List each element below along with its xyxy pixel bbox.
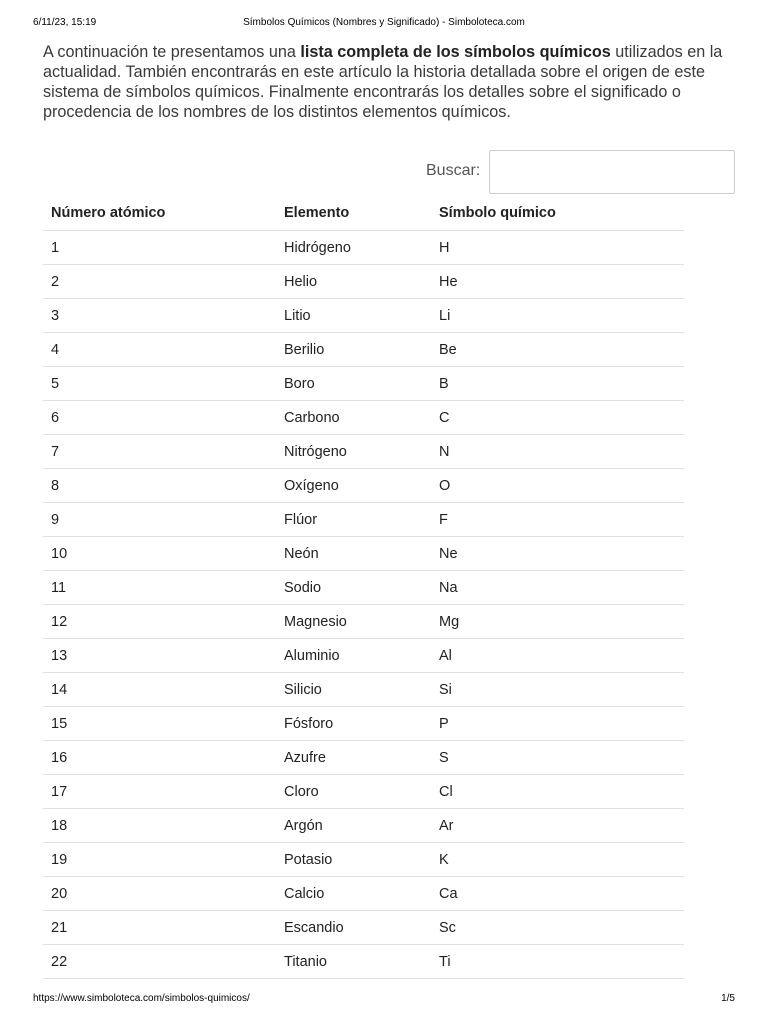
elements-table xyxy=(43,196,684,979)
atomic-number-cell: 13 xyxy=(43,639,276,673)
atomic-number-cell: 9 xyxy=(43,503,276,537)
element-name-cell: Cloro xyxy=(276,775,431,809)
table-row xyxy=(43,639,684,673)
atomic-number-cell: 12 xyxy=(43,605,276,639)
symbol-cell: S xyxy=(431,741,684,775)
search-label: Buscar: xyxy=(426,162,481,179)
element-name-cell: Sodio xyxy=(276,571,431,605)
print-page-title: Símbolos Químicos (Nombres y Significado) - Simboloteca.com xyxy=(243,17,525,28)
symbol-cell: Sc xyxy=(431,911,684,945)
table-row xyxy=(43,775,684,809)
table-row xyxy=(43,945,684,979)
symbol-cell: He xyxy=(431,265,684,299)
element-name-cell: Flúor xyxy=(276,503,431,537)
table-row xyxy=(43,911,684,945)
atomic-number-cell: 16 xyxy=(43,741,276,775)
atomic-number-cell: 7 xyxy=(43,435,276,469)
element-name-cell: Calcio xyxy=(276,877,431,911)
element-name-cell: Potasio xyxy=(276,843,431,877)
atomic-number-cell: 21 xyxy=(43,911,276,945)
symbol-cell: Ti xyxy=(431,945,684,979)
search-input[interactable] xyxy=(489,150,735,194)
table-row xyxy=(43,265,684,299)
table-row xyxy=(43,605,684,639)
table-row xyxy=(43,367,684,401)
element-name-cell: Magnesio xyxy=(276,605,431,639)
symbol-cell: Cl xyxy=(431,775,684,809)
atomic-number-cell: 14 xyxy=(43,673,276,707)
symbol-cell: B xyxy=(431,367,684,401)
element-name-cell: Silicio xyxy=(276,673,431,707)
table-row xyxy=(43,435,684,469)
atomic-number-cell: 20 xyxy=(43,877,276,911)
atomic-number-cell: 6 xyxy=(43,401,276,435)
atomic-number-cell: 3 xyxy=(43,299,276,333)
atomic-number-cell: 22 xyxy=(43,945,276,979)
table-row xyxy=(43,401,684,435)
table-row xyxy=(43,741,684,775)
element-name-cell: Azufre xyxy=(276,741,431,775)
table-row xyxy=(43,843,684,877)
print-datetime: 6/11/23, 15:19 xyxy=(33,17,97,28)
atomic-number-cell: 18 xyxy=(43,809,276,843)
intro-paragraph xyxy=(43,42,733,122)
atomic-number-cell: 8 xyxy=(43,469,276,503)
column-header-element[interactable]: Elemento xyxy=(276,196,431,231)
table-row xyxy=(43,299,684,333)
table-body xyxy=(43,231,684,979)
table-row xyxy=(43,673,684,707)
print-url: https://www.simboloteca.com/simbolos-quimicos/ xyxy=(33,993,250,1004)
table-row xyxy=(43,333,684,367)
intro-text-end: utilizados en la actualidad. También encontrarás en este artículo la historia detallada sobre el origen de este sistema de símbolos químicos. Finalmente encontrarás los detalles sobre el significado o procedencia de los nombres de los distintos elementos químicos. xyxy=(43,43,723,121)
symbol-cell: Mg xyxy=(431,605,684,639)
column-header-symbol[interactable]: Símbolo químico xyxy=(431,196,684,231)
table-header-row xyxy=(43,196,684,231)
symbol-cell: C xyxy=(431,401,684,435)
symbol-cell: Al xyxy=(431,639,684,673)
symbol-cell: Na xyxy=(431,571,684,605)
symbol-cell: P xyxy=(431,707,684,741)
element-name-cell: Litio xyxy=(276,299,431,333)
element-name-cell: Nitrógeno xyxy=(276,435,431,469)
element-name-cell: Hidrógeno xyxy=(276,231,431,265)
element-name-cell: Oxígeno xyxy=(276,469,431,503)
atomic-number-cell: 15 xyxy=(43,707,276,741)
symbol-cell: Li xyxy=(431,299,684,333)
atomic-number-cell: 4 xyxy=(43,333,276,367)
element-name-cell: Argón xyxy=(276,809,431,843)
table-row xyxy=(43,571,684,605)
symbol-cell: Si xyxy=(431,673,684,707)
atomic-number-cell: 17 xyxy=(43,775,276,809)
table-row xyxy=(43,537,684,571)
atomic-number-cell: 11 xyxy=(43,571,276,605)
atomic-number-cell: 5 xyxy=(43,367,276,401)
element-name-cell: Escandio xyxy=(276,911,431,945)
element-name-cell: Titanio xyxy=(276,945,431,979)
symbol-cell: O xyxy=(431,469,684,503)
table-row xyxy=(43,469,684,503)
symbol-cell: Ne xyxy=(431,537,684,571)
table-row xyxy=(43,231,684,265)
symbol-cell: Be xyxy=(431,333,684,367)
table-row xyxy=(43,503,684,537)
symbol-cell: N xyxy=(431,435,684,469)
element-name-cell: Boro xyxy=(276,367,431,401)
intro-text-bold: lista completa de los símbolos químicos xyxy=(300,43,611,61)
table-row xyxy=(43,809,684,843)
atomic-number-cell: 1 xyxy=(43,231,276,265)
symbol-cell: K xyxy=(431,843,684,877)
element-name-cell: Helio xyxy=(276,265,431,299)
atomic-number-cell: 19 xyxy=(43,843,276,877)
element-name-cell: Aluminio xyxy=(276,639,431,673)
print-page-number: 1/5 xyxy=(721,993,735,1004)
intro-text-start: A continuación te presentamos una xyxy=(43,43,301,61)
column-header-atomic-number[interactable]: Número atómico xyxy=(43,196,276,231)
element-name-cell: Neón xyxy=(276,537,431,571)
table-row xyxy=(43,877,684,911)
element-name-cell: Carbono xyxy=(276,401,431,435)
symbol-cell: F xyxy=(431,503,684,537)
atomic-number-cell: 10 xyxy=(43,537,276,571)
symbol-cell: Ar xyxy=(431,809,684,843)
table-row xyxy=(43,707,684,741)
atomic-number-cell: 2 xyxy=(43,265,276,299)
symbol-cell: Ca xyxy=(431,877,684,911)
element-name-cell: Fósforo xyxy=(276,707,431,741)
element-name-cell: Berilio xyxy=(276,333,431,367)
symbol-cell: H xyxy=(431,231,684,265)
